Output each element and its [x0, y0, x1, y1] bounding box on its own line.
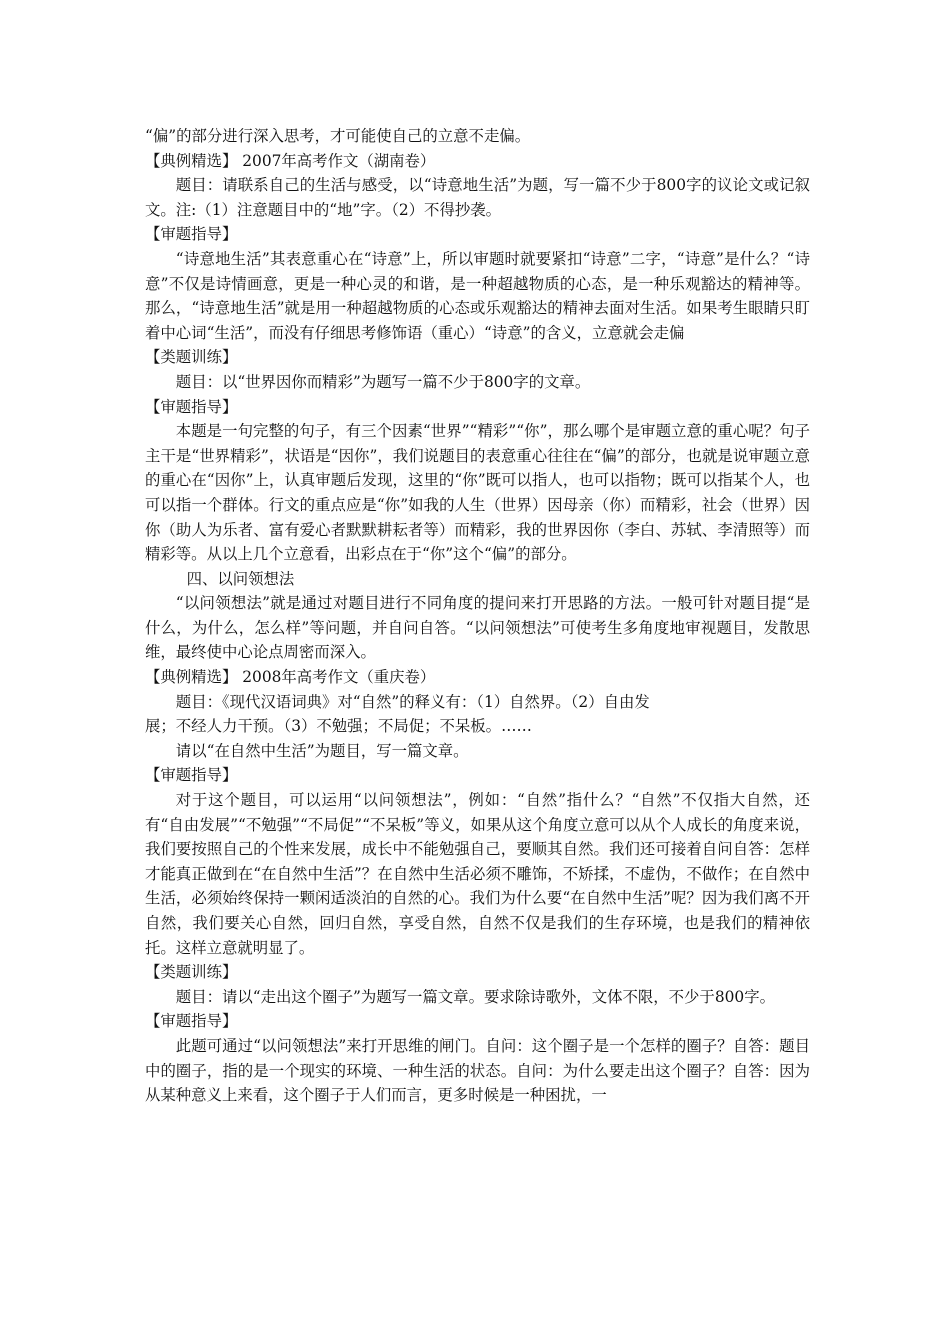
section-label: 【审题指导】	[145, 225, 238, 244]
section-label: 【典例精选】 2008年高考作文（重庆卷）	[145, 668, 436, 687]
document-page	[145, 124, 810, 1108]
body-paragraph: “偏”的部分进行深入思考，才可能使自己的立意不走偏。	[145, 127, 531, 145]
text-line: 展；不经人力干预。（3）不勉强；不局促；不呆板。……	[145, 717, 532, 736]
section-heading: 四、以问领想法	[186, 569, 295, 588]
body-paragraph	[145, 690, 810, 739]
body-paragraph: 此题可通过“以问领想法”来打开思维的闸门。自问：这个圈子是一个怎样的圈子？自答：题目中的圈子，指的是一个现实的环境、一种生活的状态。自问：为什么要走出这个圈子？自答：因为从某种意义上来看，这个圈子于人们而言，更多时候是一种困扰，一	[145, 1036, 810, 1105]
body-paragraph: 题目：请以“走出这个圈子”为题写一篇文章。要求除诗歌外，文体不限，不少于800字。	[175, 987, 775, 1006]
body-paragraph: 题目：请联系自己的生活与感受，以“诗意地生活”为题，写一篇不少于800字的议论文或记叙文。注:（1）注意题目中的“地”字。（2）不得抄袭。	[145, 176, 810, 219]
text-line: 题目：《现代汉语词典》对“自然”的释义有：（1）自然界。（2）自由发	[175, 692, 650, 711]
body-paragraph: “诗意地生活”其表意重心在“诗意”上，所以审题时就要紧扣“诗意”二字，“诗意”是什么？“诗意”不仅是诗情画意，更是一种心灵的和谐，是一种超越物质的心态，是一种乐观豁达的精神等。那么，“诗意地生活”就是用一种超越物质的心态或乐观豁达的精神去面对生活。如果考生眼睛只盯着中心词“生活”，而没有仔细思考修饰语（重心）“诗意”的含义，立意就会走偏	[145, 249, 810, 342]
body-paragraph: 题目：以“世界因你而精彩”为题写一篇不少于800字的文章。	[175, 372, 591, 391]
section-label: 【典例精选】 2007年高考作文（湖南卷）	[145, 151, 436, 170]
body-paragraph: 本题是一句完整的句子，有三个因素“世界”“精彩”“你”，那么哪个是审题立意的重心呢？句子主干是“世界精彩”，状语是“因你”，我们说题目的表意重心往往在“偏”的部分，也就是说审题立意的重心在“因你”上，认真审题后发现，这里的“你”既可以指人，也可以指物；既可以指某个人，也可以指一个群体。行文的重点应是“你”如我的人生（世界）因母亲（你）而精彩，社会（世界）因你（助人为乐者、富有爱心者默默耕耘者等）而精彩，我的世界因你（李白、苏轼、李清照等）而精彩等。从以上几个立意看，出彩点在于“你”这个“偏”的部分。	[145, 422, 810, 564]
section-label: 【审题指导】	[145, 397, 238, 416]
body-paragraph: 请以“在自然中生活”为题目，写一篇文章。	[175, 741, 469, 760]
section-label: 【类题训练】	[145, 963, 238, 982]
section-label: 【审题指导】	[145, 766, 238, 785]
section-label: 【审题指导】	[145, 1012, 238, 1031]
body-paragraph: 对于这个题目，可以运用“以问领想法”，例如：“自然”指什么？“自然”不仅指大自然，还有“自由发展”“不勉强”“不局促”“不呆板”等义，如果从这个角度立意可以从个人成长的角度来说，我们要按照自己的个性来发展，成长中不能勉强自己，要顺其自然。我们还可接着自问自答：怎样才能真正做到在“在自然中生活”？在自然中生活必须不雕饰，不矫揉，不虚伪，不做作；在自然中生活，必须始终保持一颗闲适淡泊的自然的心。我们为什么要“在自然中生活”呢？因为我们离不开自然，我们要关心自然，回归自然，享受自然，自然不仅是我们的生存环境，也是我们的精神依托。这样立意就明显了。	[145, 791, 810, 957]
body-paragraph: “以问领想法”就是通过对题目进行不同角度的提问来打开思路的方法。一般可针对题目提“是什么，为什么，怎么样”等问题，并自问自答。“以问领想法”可使考生多角度地审视题目，发散思维，最终使中心论点周密而深入。	[145, 594, 810, 662]
section-label: 【类题训练】	[145, 348, 238, 367]
